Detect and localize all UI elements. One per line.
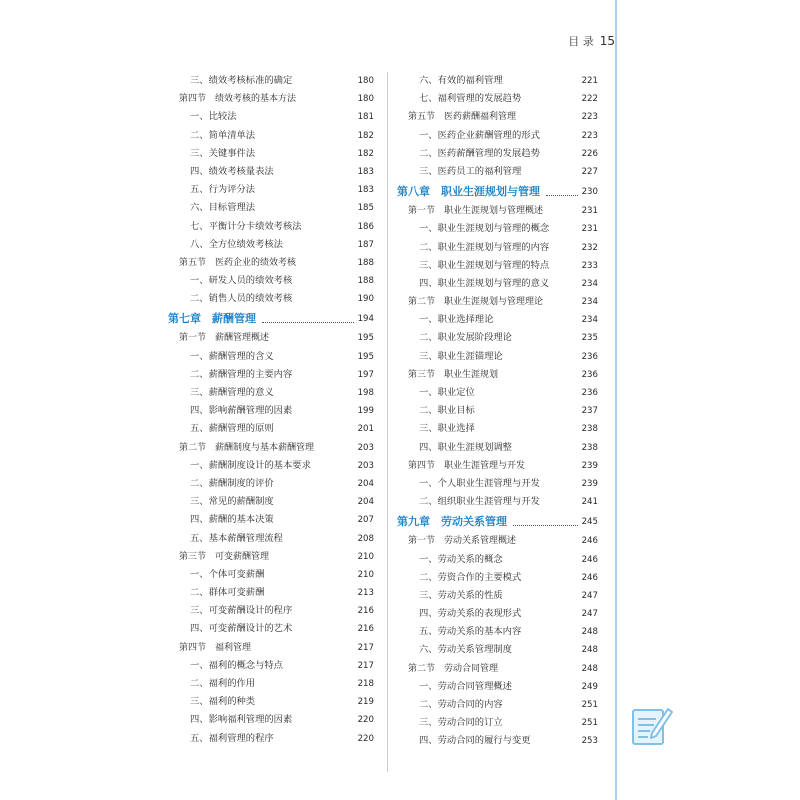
toc-entry-page: 195 — [357, 351, 374, 362]
toc-entry-title: 三、福利的种类 — [190, 696, 256, 708]
toc-entry-page: 253 — [581, 736, 598, 747]
toc-section-row — [168, 439, 374, 457]
toc-entry-page: 236 — [581, 369, 598, 380]
toc-item-row — [397, 275, 598, 293]
toc-section-row — [397, 108, 598, 126]
toc-entry-title: 第四节 福利管理 — [179, 642, 252, 653]
toc-section-row — [397, 366, 598, 384]
toc-right-column — [397, 72, 598, 751]
toc-item-row — [168, 384, 374, 402]
toc-entry-title: 六、劳动关系管理制度 — [419, 644, 512, 656]
toc-item-row — [168, 530, 374, 548]
toc-chapter-row — [397, 512, 598, 533]
toc-entry-page: 217 — [357, 660, 374, 671]
toc-entry-page: 203 — [357, 442, 374, 453]
toc-item-row — [397, 348, 598, 366]
toc-section-row — [168, 254, 374, 272]
toc-entry-page: 237 — [581, 406, 598, 417]
toc-entry-title: 四、职业生涯规划调整 — [419, 441, 512, 453]
toc-entry-title: 一、劳动关系的概念 — [419, 553, 503, 565]
toc-entry-title: 三、职业生涯锚理论 — [419, 350, 503, 362]
toc-item-row — [397, 402, 598, 420]
toc-entry-page: 246 — [581, 536, 598, 547]
toc-entry-page: 194 — [357, 313, 374, 324]
toc-item-row — [168, 511, 374, 529]
toc-entry-title: 二、医药薪酬管理的发展趋势 — [419, 147, 540, 159]
toc-item-row — [168, 457, 374, 475]
column-divider — [387, 72, 388, 772]
toc-entry-title: 五、劳动关系的基本内容 — [419, 626, 522, 638]
toc-entry-title: 三、常见的薪酬制度 — [190, 496, 274, 508]
toc-section-row — [168, 90, 374, 108]
toc-entry-title: 二、薪酬管理的主要内容 — [190, 368, 293, 380]
toc-section-row — [397, 660, 598, 678]
toc-item-row — [168, 584, 374, 602]
header-title: 目 录 — [568, 35, 594, 48]
toc-entry-title: 第三节 职业生涯规划 — [408, 369, 499, 380]
toc-chapter-row — [168, 309, 374, 330]
toc-entry-title: 一、比较法 — [190, 111, 237, 123]
toc-entry-title: 一、薪酬管理的含义 — [190, 350, 274, 362]
toc-entry-page: 231 — [581, 206, 598, 217]
toc-item-row — [397, 605, 598, 623]
toc-entry-page: 188 — [357, 257, 374, 268]
toc-entry-title: 四、薪酬的基本决策 — [190, 514, 274, 526]
toc-entry-page: 238 — [581, 442, 598, 453]
toc-entry-page: 186 — [357, 221, 374, 232]
toc-entry-title: 一、职业生涯规划与管理的概念 — [419, 223, 550, 235]
toc-entry-page: 219 — [357, 697, 374, 708]
toc-entry-page: 182 — [357, 148, 374, 159]
toc-entry-page: 226 — [581, 148, 598, 159]
page-header — [530, 33, 615, 49]
toc-entry-title: 三、可变薪酬设计的程序 — [190, 605, 293, 617]
toc-item-row — [397, 587, 598, 605]
toc-entry-page: 210 — [357, 551, 374, 562]
toc-item-row — [397, 678, 598, 696]
leader-dots — [513, 512, 578, 527]
toc-item-row — [168, 199, 374, 217]
toc-entry-title: 第一节 职业生涯规划与管理概述 — [408, 206, 544, 217]
toc-entry-title: 第八章 职业生涯规划与管理 — [397, 184, 540, 198]
toc-entry-page: 239 — [581, 460, 598, 471]
toc-item-row — [397, 551, 598, 569]
toc-item-row — [168, 272, 374, 290]
toc-item-row — [397, 732, 598, 750]
toc-entry-title: 第七章 薪酬管理 — [168, 311, 256, 325]
toc-entry-page: 245 — [581, 516, 598, 527]
toc-entry-page: 221 — [581, 76, 598, 86]
toc-entry-page: 218 — [357, 679, 374, 689]
toc-entry-title: 第二节 职业生涯规划与管理理论 — [408, 297, 544, 308]
toc-entry-page: 230 — [581, 186, 598, 197]
toc-entry-page: 249 — [581, 681, 598, 692]
toc-entry-title: 一、薪酬制度设计的基本要求 — [190, 459, 311, 471]
toc-entry-page: 235 — [581, 333, 598, 344]
toc-entry-page: 223 — [581, 112, 598, 123]
toc-item-row — [397, 329, 598, 347]
page-edge-line — [615, 0, 617, 800]
toc-entry-title: 二、群体可变薪酬 — [190, 587, 265, 599]
toc-entry-title: 三、劳动合同的订立 — [419, 717, 503, 729]
toc-item-row — [168, 348, 374, 366]
toc-entry-page: 188 — [357, 276, 374, 287]
toc-entry-page: 248 — [581, 663, 598, 674]
toc-entry-title: 二、职业生涯规划与管理的内容 — [419, 241, 550, 253]
toc-entry-page: 190 — [357, 294, 374, 305]
toc-entry-title: 一、职业选择理论 — [419, 314, 494, 326]
toc-item-row — [397, 623, 598, 641]
leader-dots — [262, 309, 354, 324]
toc-entry-title: 一、个体可变薪酬 — [190, 568, 265, 580]
toc-item-row — [168, 366, 374, 384]
toc-item-row — [168, 493, 374, 511]
toc-entry-title: 八、全方位绩效考核法 — [190, 238, 283, 250]
toc-item-row — [168, 163, 374, 181]
toc-entry-page: 199 — [357, 406, 374, 417]
toc-entry-page: 180 — [357, 76, 374, 86]
toc-entry-page: 238 — [581, 424, 598, 435]
toc-item-row — [168, 108, 374, 126]
toc-item-row — [168, 236, 374, 254]
toc-entry-title: 三、绩效考核标准的确定 — [190, 75, 293, 86]
toc-item-row — [168, 72, 374, 90]
toc-section-row — [168, 548, 374, 566]
toc-entry-page: 236 — [581, 351, 598, 362]
toc-entry-page: 180 — [357, 94, 374, 105]
toc-entry-title: 四、绩效考核量表法 — [190, 165, 274, 177]
toc-item-row — [168, 420, 374, 438]
toc-item-row — [168, 711, 374, 729]
toc-entry-title: 第五节 医药薪酬福利管理 — [408, 112, 517, 123]
toc-entry-page: 195 — [357, 333, 374, 344]
toc-entry-title: 二、劳资合作的主要模式 — [419, 571, 522, 583]
toc-entry-title: 一、个人职业生涯管理与开发 — [419, 477, 540, 489]
toc-entry-page: 183 — [357, 166, 374, 177]
toc-entry-page: 210 — [357, 569, 374, 580]
toc-item-row — [397, 641, 598, 659]
toc-entry-title: 第二节 薪酬制度与基本薪酬管理 — [179, 442, 315, 453]
toc-entry-title: 七、平衡计分卡绩效考核法 — [190, 220, 302, 232]
toc-entry-page: 203 — [357, 460, 374, 471]
toc-entry-title: 二、薪酬制度的评价 — [190, 477, 274, 489]
toc-item-row — [397, 127, 598, 145]
toc-entry-page: 213 — [357, 588, 374, 599]
toc-item-row — [397, 696, 598, 714]
toc-item-row — [397, 90, 598, 108]
toc-entry-page: 251 — [581, 718, 598, 729]
toc-entry-page: 233 — [581, 260, 598, 271]
toc-entry-page: 182 — [357, 130, 374, 141]
toc-left-column — [168, 72, 374, 748]
toc-entry-page: 247 — [581, 609, 598, 620]
toc-entry-page: 216 — [357, 606, 374, 617]
toc-item-row — [168, 730, 374, 748]
toc-entry-page: 251 — [581, 700, 598, 710]
toc-entry-page: 204 — [357, 478, 374, 489]
toc-entry-title: 五、基本薪酬管理流程 — [190, 532, 283, 544]
toc-entry-title: 第三节 可变薪酬管理 — [179, 551, 270, 562]
toc-entry-page: 248 — [581, 627, 598, 638]
toc-item-row — [397, 475, 598, 493]
toc-item-row — [397, 384, 598, 402]
toc-item-row — [397, 220, 598, 238]
toc-entry-page: 198 — [357, 388, 374, 398]
toc-entry-page: 234 — [581, 297, 598, 308]
toc-entry-title: 二、劳动合同的内容 — [419, 699, 503, 710]
toc-entry-title: 三、医药员工的福利管理 — [419, 165, 522, 177]
toc-entry-title: 四、职业生涯规划与管理的意义 — [419, 277, 550, 289]
toc-item-row — [397, 311, 598, 329]
toc-entry-title: 第二节 劳动合同管理 — [408, 663, 499, 674]
toc-entry-page: 231 — [581, 224, 598, 235]
toc-item-row — [168, 127, 374, 145]
toc-item-row — [168, 693, 374, 711]
toc-item-row — [168, 475, 374, 493]
toc-item-row — [168, 566, 374, 584]
toc-entry-page: 220 — [357, 733, 374, 744]
toc-entry-page: 247 — [581, 590, 598, 601]
toc-item-row — [397, 163, 598, 181]
toc-entry-title: 五、行为评分法 — [190, 184, 256, 196]
leader-dots — [546, 182, 578, 197]
toc-entry-title: 三、关键事件法 — [190, 147, 256, 159]
toc-entry-title: 四、可变薪酬设计的艺术 — [190, 623, 293, 635]
toc-section-row — [168, 639, 374, 657]
toc-item-row — [168, 145, 374, 163]
toc-item-row — [397, 420, 598, 438]
toc-entry-title: 三、职业选择 — [419, 423, 475, 435]
toc-entry-title: 二、简单清单法 — [190, 129, 256, 141]
toc-section-row — [397, 457, 598, 475]
toc-item-row — [168, 218, 374, 236]
toc-entry-page: 232 — [581, 242, 598, 253]
toc-entry-title: 一、福利的概念与特点 — [190, 659, 283, 671]
toc-item-row — [397, 72, 598, 90]
toc-entry-title: 六、有效的福利管理 — [419, 75, 503, 86]
toc-entry-page: 222 — [581, 94, 598, 105]
toc-entry-title: 二、福利的作用 — [190, 678, 256, 689]
toc-entry-title: 第一节 劳动关系管理概述 — [408, 536, 517, 547]
toc-entry-title: 三、薪酬管理的意义 — [190, 387, 274, 398]
toc-entry-page: 236 — [581, 388, 598, 398]
toc-entry-title: 四、劳动合同的履行与变更 — [419, 735, 531, 747]
toc-entry-title: 一、职业定位 — [419, 387, 475, 398]
toc-entry-title: 一、劳动合同管理概述 — [419, 680, 512, 692]
toc-section-row — [168, 329, 374, 347]
toc-entry-title: 二、组织职业生涯管理与开发 — [419, 496, 540, 508]
toc-item-row — [397, 569, 598, 587]
toc-item-row — [397, 714, 598, 732]
toc-entry-page: 187 — [357, 239, 374, 250]
toc-item-row — [397, 145, 598, 163]
toc-item-row — [397, 439, 598, 457]
toc-entry-title: 第四节 职业生涯管理与开发 — [408, 460, 526, 471]
toc-item-row — [168, 675, 374, 693]
toc-entry-page: 223 — [581, 130, 598, 141]
toc-entry-page: 234 — [581, 278, 598, 289]
toc-entry-page: 208 — [357, 533, 374, 544]
toc-entry-title: 七、福利管理的发展趋势 — [419, 93, 522, 105]
toc-entry-title: 五、福利管理的程序 — [190, 732, 274, 744]
toc-entry-title: 四、影响福利管理的因素 — [190, 714, 293, 726]
toc-entry-title: 二、销售人员的绩效考核 — [190, 293, 293, 305]
toc-section-row — [397, 532, 598, 550]
toc-section-row — [397, 293, 598, 311]
toc-item-row — [168, 657, 374, 675]
toc-entry-page: 185 — [357, 203, 374, 214]
toc-item-row — [397, 239, 598, 257]
toc-section-row — [397, 202, 598, 220]
toc-item-row — [168, 620, 374, 638]
toc-item-row — [397, 257, 598, 275]
header-page-number: 15 — [599, 34, 615, 48]
toc-entry-title: 二、职业发展阶段理论 — [419, 332, 512, 344]
toc-item-row — [168, 290, 374, 308]
toc-entry-page: 183 — [357, 185, 374, 196]
toc-entry-page: 216 — [357, 624, 374, 635]
toc-entry-title: 六、目标管理法 — [190, 202, 256, 214]
toc-entry-page: 241 — [581, 497, 598, 508]
toc-chapter-row — [397, 182, 598, 203]
toc-entry-page: 220 — [357, 715, 374, 726]
toc-entry-title: 一、研发人员的绩效考核 — [190, 275, 293, 287]
toc-entry-title: 第五节 医药企业的绩效考核 — [179, 257, 297, 268]
toc-entry-title: 一、医药企业薪酬管理的形式 — [419, 129, 540, 141]
toc-entry-title: 第九章 劳动关系管理 — [397, 514, 507, 528]
toc-entry-page: 227 — [581, 166, 598, 177]
toc-entry-title: 四、影响薪酬管理的因素 — [190, 405, 293, 417]
toc-entry-page: 246 — [581, 572, 598, 583]
toc-entry-page: 197 — [357, 369, 374, 380]
toc-entry-page: 207 — [357, 515, 374, 526]
toc-entry-title: 二、职业目标 — [419, 405, 475, 417]
toc-item-row — [397, 493, 598, 511]
toc-entry-page: 246 — [581, 554, 598, 565]
toc-entry-title: 第一节 薪酬管理概述 — [179, 333, 270, 344]
toc-entry-page: 181 — [357, 112, 374, 123]
toc-item-row — [168, 602, 374, 620]
toc-entry-title: 四、劳动关系的表现形式 — [419, 608, 522, 620]
note-pencil-icon — [630, 703, 674, 747]
toc-item-row — [168, 181, 374, 199]
toc-entry-page: 234 — [581, 315, 598, 326]
toc-entry-title: 五、薪酬管理的原则 — [190, 423, 274, 435]
toc-entry-page: 248 — [581, 645, 598, 656]
toc-entry-page: 239 — [581, 478, 598, 489]
toc-entry-page: 204 — [357, 497, 374, 508]
toc-entry-title: 三、劳动关系的性质 — [419, 589, 503, 601]
toc-entry-title: 三、职业生涯规划与管理的特点 — [419, 259, 550, 271]
toc-entry-page: 217 — [357, 642, 374, 653]
toc-entry-title: 第四节 绩效考核的基本方法 — [179, 94, 297, 105]
toc-entry-page: 201 — [357, 424, 374, 435]
toc-item-row — [168, 402, 374, 420]
